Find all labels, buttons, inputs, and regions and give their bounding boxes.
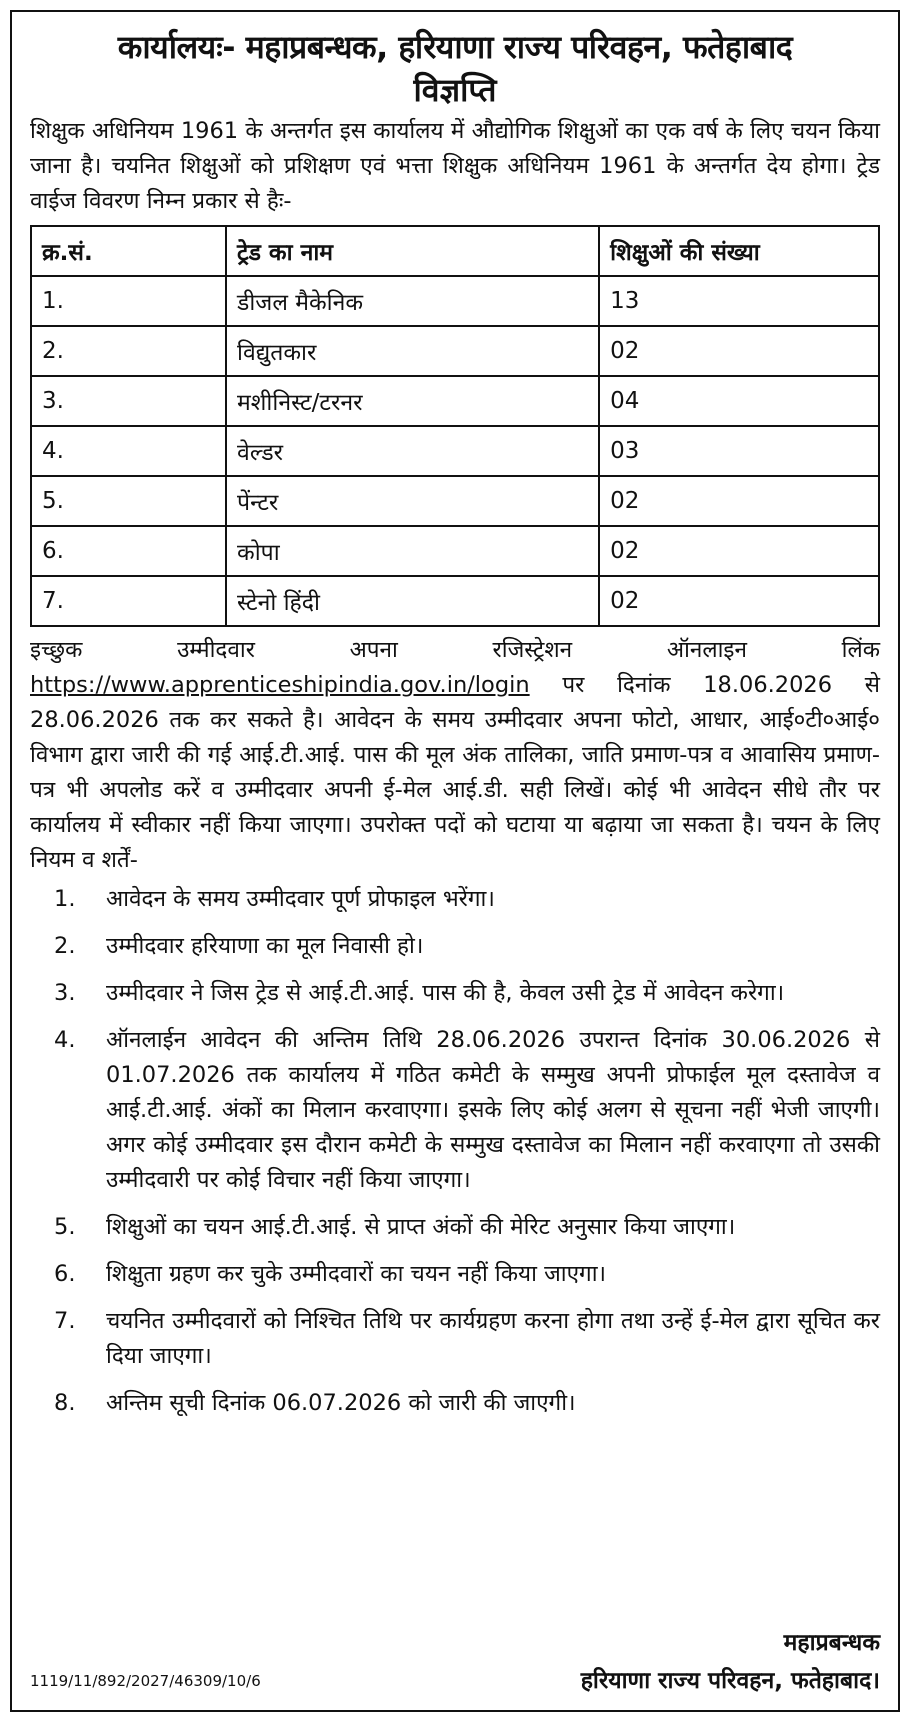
- reference-code: 1119/11/892/2027/46309/10/6: [30, 1672, 261, 1690]
- header-trade-name: ट्रेड का नाम: [226, 226, 599, 276]
- serial-number-cell: 2.: [31, 326, 226, 376]
- trade-name-cell: डीजल मैकेनिक: [226, 276, 599, 326]
- apprentice-count-cell: 03: [599, 426, 879, 476]
- list-item: [30, 1386, 880, 1421]
- table-row: [31, 526, 879, 576]
- rule-number: 2.: [54, 933, 76, 959]
- office-title: कार्यालयः- महाप्रबन्धक, हरियाणा राज्य परिवहन, फतेहाबाद: [117, 28, 793, 66]
- rule-text: आवेदन के समय उम्मीदवार पूर्ण प्रोफाइल भरेंगा।: [106, 886, 495, 912]
- registration-link[interactable]: https://www.apprenticeshipindia.gov.in/login: [30, 672, 530, 698]
- serial-number-cell: 4.: [31, 426, 226, 476]
- rule-text: चयनित उम्मीदवारों को निश्चित तिथि पर कार्यग्रहण करना होगा तथा उन्हें ई-मेल द्वारा सूचित कर दिया जाएगा।: [106, 1308, 880, 1369]
- list-item: [30, 882, 880, 917]
- rule-text: शिक्षुओं का चयन आई.टी.आई. से प्राप्त अंकों की मेरिट अनुसार किया जाएगा।: [106, 1214, 736, 1240]
- table-row: [31, 426, 879, 476]
- trade-name-cell: पेंन्टर: [226, 476, 599, 526]
- application-text-after-link: पर दिनांक 18.06.2026 से 28.06.2026 तक कर सकते है। आवेदन के समय उम्मीदवार अपना फोटो, आधार, आई०टी०आई० विभाग द्वारा जारी की गई आई.टी.आई. पास की मूल अंक तालिका, जाति प्रमाण-पत्र व आवासिय प्रमाण-पत्र भी अपलोड करें व उम्मीदवार अपनी ई-मेल आई.डी. सही लिखें। कोई भी आवेदन सीधे तौर पर कार्यालय में स्वीकार नहीं किया जाएगा। उपरोक्त पदों को घटाया या बढ़ाया जा सकता है। चयन के लिए नियम व शर्तें-: [30, 672, 880, 873]
- footer: [30, 1620, 880, 1700]
- signatory-office: हरियाणा राज्य परिवहन, फतेहाबाद।: [580, 1668, 880, 1694]
- trade-name-cell: विद्युतकार: [226, 326, 599, 376]
- intro-paragraph: शिक्षुक अधिनियम 1961 के अन्तर्गत इस कार्यालय में औद्योगिक शिक्षुओं का एक वर्ष के लिए चयन किया जाना है। चयनित शिक्षुओं को प्रशिक्षण एवं भत्ता शिक्षुक अधिनियम 1961 के अन्तर्गत देय होगा। ट्रेड वाईज विवरण निम्न प्रकार से हैः-: [30, 118, 880, 214]
- trade-name-cell: वेल्डर: [226, 426, 599, 476]
- apprentice-count-cell: 02: [599, 526, 879, 576]
- table-row: [31, 326, 879, 376]
- rule-number: 8.: [54, 1390, 76, 1416]
- header-apprentice-count: शिक्षुओं की संख्या: [599, 226, 879, 276]
- rule-text: उम्मीदवार ने जिस ट्रेड से आई.टी.आई. पास की है, केवल उसी ट्रेड में आवेदन करेगा।: [106, 980, 785, 1006]
- serial-number-cell: 1.: [31, 276, 226, 326]
- notice-heading: विज्ञप्ति: [413, 71, 497, 109]
- rule-number: 1.: [54, 886, 76, 912]
- application-paragraph: [30, 633, 880, 878]
- rules-list: [30, 882, 880, 1421]
- apprentice-count-cell: 02: [599, 576, 879, 626]
- apprentice-count-cell: 04: [599, 376, 879, 426]
- signatory-designation: महाप्रबन्धक: [783, 1630, 880, 1656]
- table-header-row: [31, 226, 879, 276]
- serial-number-cell: 3.: [31, 376, 226, 426]
- notice-document: [10, 10, 900, 1712]
- rule-text: अन्तिम सूची दिनांक 06.07.2026 को जारी की जाएगी।: [106, 1390, 576, 1416]
- application-text-before-link: इच्छुक उम्मीदवार अपना रजिस्ट्रेशन ऑनलाइन लिंक: [30, 637, 880, 663]
- rule-text: उम्मीदवार हरियाणा का मूल निवासी हो।: [106, 933, 424, 959]
- rule-text: ऑनलाईन आवेदन की अन्तिम तिथि 28.06.2026 उपरान्त दिनांक 30.06.2026 से 01.07.2026 तक कार्यालय में गठित कमेटी के सम्मुख अपनी प्रोफाईल मूल दस्तावेज व आई.टी.आई. अंकों का मिलान करवाएगा। इसके लिए कोई अलग से सूचना नहीं भेजी जाएगी। अगर कोई उम्मीदवार इस दौरान कमेटी के सम्मुख दस्तावेज का मिलान नहीं करवाएगा तो उसकी उम्मीदवारी पर कोई विचार नहीं किया जाएगा।: [106, 1027, 880, 1193]
- list-item: [30, 1210, 880, 1245]
- rule-number: 4.: [54, 1027, 76, 1053]
- serial-number-cell: 5.: [31, 476, 226, 526]
- trade-name-cell: मशीनिस्ट/टरनर: [226, 376, 599, 426]
- list-item: [30, 1304, 880, 1374]
- rule-number: 7.: [54, 1308, 76, 1334]
- apprentice-count-cell: 02: [599, 326, 879, 376]
- list-item: [30, 1023, 880, 1198]
- list-item: [30, 976, 880, 1011]
- rule-text: शिक्षुता ग्रहण कर चुके उम्मीदवारों का चयन नहीं किया जाएगा।: [106, 1261, 607, 1287]
- table-row: [31, 576, 879, 626]
- trades-table: [30, 225, 880, 627]
- signature-block: [581, 1624, 880, 1700]
- table-row: [31, 376, 879, 426]
- trade-name-cell: कोपा: [226, 526, 599, 576]
- rule-number: 3.: [54, 980, 76, 1006]
- rule-number: 5.: [54, 1214, 76, 1240]
- trade-name-cell: स्टेनो हिंदी: [226, 576, 599, 626]
- rule-number: 6.: [54, 1261, 76, 1287]
- apprentice-count-cell: 02: [599, 476, 879, 526]
- list-item: [30, 929, 880, 964]
- serial-number-cell: 6.: [31, 526, 226, 576]
- table-row: [31, 476, 879, 526]
- table-row: [31, 276, 879, 326]
- list-item: [30, 1257, 880, 1292]
- header-serial-number: क्र.सं.: [31, 226, 226, 276]
- apprentice-count-cell: 13: [599, 276, 879, 326]
- serial-number-cell: 7.: [31, 576, 226, 626]
